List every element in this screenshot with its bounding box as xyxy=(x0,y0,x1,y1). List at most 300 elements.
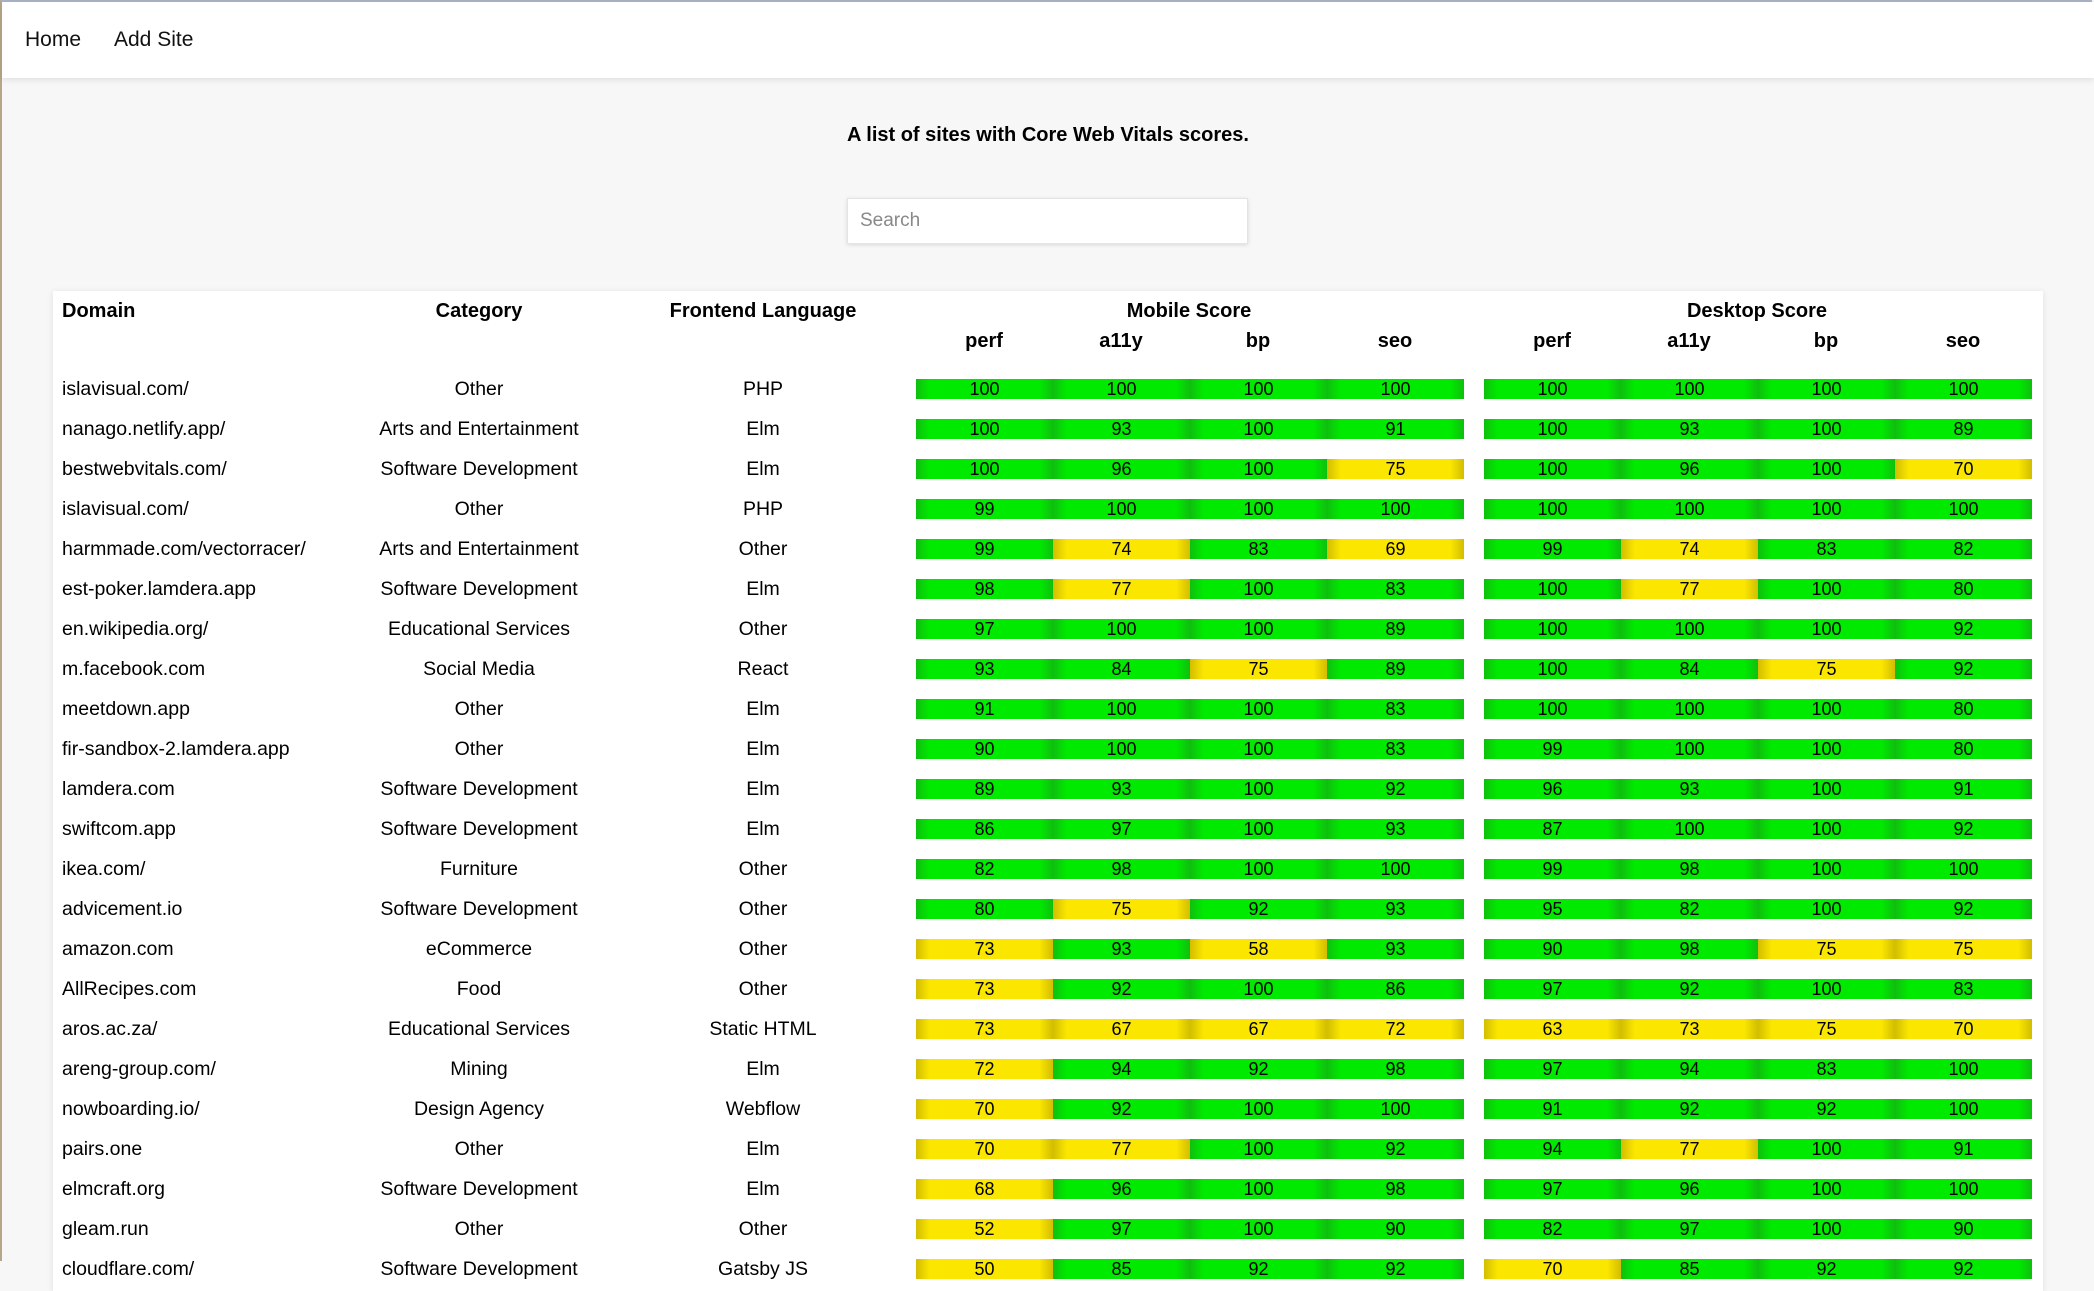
frontend-language-cell: Webflow xyxy=(725,1098,801,1120)
mobile-score-bars xyxy=(916,779,1464,799)
column-header-desktop-score: Desktop Score xyxy=(1686,300,1828,322)
desktop-subheader-bp: bp xyxy=(1813,330,1839,352)
mobile-score-bars xyxy=(916,979,1464,999)
mobile-bp-score: 75 xyxy=(1190,659,1327,679)
mobile-seo-score: 83 xyxy=(1327,739,1464,759)
table-row[interactable] xyxy=(53,529,2043,569)
desktop-score-bars xyxy=(1484,1019,2032,1039)
desktop-a11y-score: 98 xyxy=(1621,859,1758,879)
frontend-language-cell: Other xyxy=(738,538,788,560)
table-row[interactable] xyxy=(53,1249,2043,1289)
desktop-bp-score: 100 xyxy=(1758,779,1895,799)
mobile-score-bars xyxy=(916,1019,1464,1039)
mobile-bp-score: 100 xyxy=(1190,1099,1327,1119)
desktop-seo-score: 70 xyxy=(1895,1019,2032,1039)
desktop-bp-score: 75 xyxy=(1758,1019,1895,1039)
mobile-seo-score: 86 xyxy=(1327,979,1464,999)
domain-cell: en.wikipedia.org/ xyxy=(62,618,209,640)
mobile-score-bars xyxy=(916,1259,1464,1279)
category-cell: Other xyxy=(454,738,504,760)
mobile-a11y-score: 77 xyxy=(1053,579,1190,599)
table-row[interactable] xyxy=(53,889,2043,929)
desktop-bp-score: 100 xyxy=(1758,459,1895,479)
domain-cell: ikea.com/ xyxy=(62,858,146,880)
mobile-a11y-score: 93 xyxy=(1053,419,1190,439)
mobile-perf-score: 52 xyxy=(916,1219,1053,1239)
mobile-a11y-score: 92 xyxy=(1053,1099,1190,1119)
scores-table xyxy=(53,291,2043,1291)
mobile-seo-score: 90 xyxy=(1327,1219,1464,1239)
desktop-perf-score: 99 xyxy=(1484,859,1621,879)
desktop-seo-score: 83 xyxy=(1895,979,2032,999)
category-cell: Software Development xyxy=(380,898,578,920)
category-cell: Furniture xyxy=(439,858,519,880)
desktop-a11y-score: 96 xyxy=(1621,459,1758,479)
mobile-seo-score: 93 xyxy=(1327,819,1464,839)
desktop-score-bars xyxy=(1484,1259,2032,1279)
desktop-perf-score: 100 xyxy=(1484,619,1621,639)
mobile-perf-score: 50 xyxy=(916,1259,1053,1279)
mobile-score-bars xyxy=(916,739,1464,759)
desktop-score-bars xyxy=(1484,579,2032,599)
desktop-seo-score: 100 xyxy=(1895,1179,2032,1199)
mobile-bp-score: 100 xyxy=(1190,1179,1327,1199)
mobile-perf-score: 100 xyxy=(916,459,1053,479)
desktop-score-bars xyxy=(1484,979,2032,999)
mobile-score-bars xyxy=(916,1139,1464,1159)
desktop-seo-score: 80 xyxy=(1895,739,2032,759)
mobile-seo-score: 100 xyxy=(1327,379,1464,399)
desktop-seo-score: 70 xyxy=(1895,459,2032,479)
category-cell: Food xyxy=(456,978,502,1000)
category-cell: Other xyxy=(454,698,504,720)
mobile-seo-score: 92 xyxy=(1327,1139,1464,1159)
search-input[interactable] xyxy=(847,198,1248,244)
frontend-language-cell: Elm xyxy=(746,818,780,840)
mobile-score-bars xyxy=(916,1179,1464,1199)
mobile-bp-score: 100 xyxy=(1190,739,1327,759)
frontend-language-cell: Other xyxy=(738,858,788,880)
mobile-perf-score: 72 xyxy=(916,1059,1053,1079)
desktop-a11y-score: 96 xyxy=(1621,1179,1758,1199)
table-row[interactable] xyxy=(53,609,2043,649)
desktop-bp-score: 83 xyxy=(1758,1059,1895,1079)
mobile-seo-score: 89 xyxy=(1327,619,1464,639)
domain-cell: bestwebvitals.com/ xyxy=(62,458,227,480)
desktop-a11y-score: 93 xyxy=(1621,779,1758,799)
mobile-bp-score: 100 xyxy=(1190,419,1327,439)
desktop-seo-score: 91 xyxy=(1895,1139,2032,1159)
frontend-language-cell: Elm xyxy=(746,698,780,720)
frontend-language-cell: PHP xyxy=(742,378,784,400)
desktop-score-bars xyxy=(1484,1179,2032,1199)
mobile-bp-score: 100 xyxy=(1190,619,1327,639)
table-row[interactable] xyxy=(53,969,2043,1009)
mobile-score-bars xyxy=(916,1219,1464,1239)
nav-home-link[interactable]: Home xyxy=(25,28,82,51)
mobile-score-bars xyxy=(916,939,1464,959)
mobile-score-bars xyxy=(916,499,1464,519)
desktop-perf-score: 99 xyxy=(1484,539,1621,559)
table-row[interactable] xyxy=(53,1169,2043,1209)
mobile-seo-score: 100 xyxy=(1327,499,1464,519)
mobile-seo-score: 75 xyxy=(1327,459,1464,479)
desktop-a11y-score: 98 xyxy=(1621,939,1758,959)
mobile-perf-score: 70 xyxy=(916,1139,1053,1159)
mobile-score-bars xyxy=(916,539,1464,559)
desktop-bp-score: 100 xyxy=(1758,579,1895,599)
category-cell: Software Development xyxy=(380,578,578,600)
frontend-language-cell: Elm xyxy=(746,578,780,600)
desktop-a11y-score: 77 xyxy=(1621,1139,1758,1159)
desktop-a11y-score: 74 xyxy=(1621,539,1758,559)
desktop-seo-score: 82 xyxy=(1895,539,2032,559)
mobile-seo-score: 92 xyxy=(1327,779,1464,799)
desktop-perf-score: 97 xyxy=(1484,1179,1621,1199)
mobile-a11y-score: 100 xyxy=(1053,739,1190,759)
mobile-score-bars xyxy=(916,579,1464,599)
mobile-perf-score: 73 xyxy=(916,979,1053,999)
desktop-perf-score: 97 xyxy=(1484,1059,1621,1079)
desktop-bp-score: 83 xyxy=(1758,539,1895,559)
mobile-a11y-score: 98 xyxy=(1053,859,1190,879)
mobile-score-bars xyxy=(916,1099,1464,1119)
domain-cell: fir-sandbox-2.lamdera.app xyxy=(62,738,290,760)
desktop-a11y-score: 100 xyxy=(1621,819,1758,839)
desktop-seo-score: 100 xyxy=(1895,859,2032,879)
mobile-subheader-bp: bp xyxy=(1245,330,1271,352)
desktop-bp-score: 100 xyxy=(1758,379,1895,399)
mobile-seo-score: 93 xyxy=(1327,899,1464,919)
desktop-bp-score: 100 xyxy=(1758,1179,1895,1199)
desktop-perf-score: 87 xyxy=(1484,819,1621,839)
mobile-seo-score: 100 xyxy=(1327,859,1464,879)
domain-cell: lamdera.com xyxy=(62,778,175,800)
mobile-bp-score: 92 xyxy=(1190,1259,1327,1279)
desktop-perf-score: 100 xyxy=(1484,699,1621,719)
mobile-seo-score: 83 xyxy=(1327,579,1464,599)
desktop-seo-score: 90 xyxy=(1895,1219,2032,1239)
desktop-seo-score: 92 xyxy=(1895,819,2032,839)
frontend-language-cell: Elm xyxy=(746,738,780,760)
mobile-a11y-score: 75 xyxy=(1053,899,1190,919)
frontend-language-cell: Elm xyxy=(746,418,780,440)
desktop-subheader-seo: seo xyxy=(1945,330,1981,352)
desktop-subheader-perf: perf xyxy=(1533,330,1571,352)
mobile-a11y-score: 84 xyxy=(1053,659,1190,679)
mobile-perf-score: 93 xyxy=(916,659,1053,679)
table-row[interactable] xyxy=(53,449,2043,489)
mobile-perf-score: 99 xyxy=(916,539,1053,559)
mobile-a11y-score: 97 xyxy=(1053,819,1190,839)
desktop-a11y-score: 100 xyxy=(1621,499,1758,519)
category-cell: Software Development xyxy=(380,778,578,800)
frontend-language-cell: Other xyxy=(738,1218,788,1240)
mobile-score-bars xyxy=(916,699,1464,719)
mobile-perf-score: 68 xyxy=(916,1179,1053,1199)
domain-cell: nanago.netlify.app/ xyxy=(62,418,226,440)
table-row[interactable] xyxy=(53,689,2043,729)
table-row[interactable] xyxy=(53,489,2043,529)
desktop-score-bars xyxy=(1484,1219,2032,1239)
desktop-seo-score: 92 xyxy=(1895,899,2032,919)
desktop-score-bars xyxy=(1484,419,2032,439)
desktop-seo-score: 92 xyxy=(1895,619,2032,639)
desktop-seo-score: 80 xyxy=(1895,699,2032,719)
desktop-bp-score: 100 xyxy=(1758,819,1895,839)
mobile-perf-score: 98 xyxy=(916,579,1053,599)
mobile-bp-score: 92 xyxy=(1190,899,1327,919)
table-row[interactable] xyxy=(53,929,2043,969)
desktop-bp-score: 100 xyxy=(1758,499,1895,519)
mobile-perf-score: 91 xyxy=(916,699,1053,719)
mobile-score-bars xyxy=(916,419,1464,439)
desktop-bp-score: 100 xyxy=(1758,699,1895,719)
category-cell: Other xyxy=(454,378,504,400)
desktop-score-bars xyxy=(1484,659,2032,679)
frontend-language-cell: Other xyxy=(738,898,788,920)
desktop-score-bars xyxy=(1484,699,2032,719)
category-cell: Educational Services xyxy=(387,618,571,640)
desktop-a11y-score: 94 xyxy=(1621,1059,1758,1079)
domain-cell: aros.ac.za/ xyxy=(62,1018,158,1040)
mobile-score-bars xyxy=(916,819,1464,839)
desktop-seo-score: 92 xyxy=(1895,1259,2032,1279)
frontend-language-cell: Other xyxy=(738,938,788,960)
domain-cell: elmcraft.org xyxy=(62,1178,165,1200)
mobile-a11y-score: 100 xyxy=(1053,619,1190,639)
desktop-a11y-score: 100 xyxy=(1621,619,1758,639)
mobile-a11y-score: 100 xyxy=(1053,379,1190,399)
desktop-score-bars xyxy=(1484,539,2032,559)
domain-cell: amazon.com xyxy=(62,938,174,960)
frontend-language-cell: Other xyxy=(738,618,788,640)
mobile-perf-score: 82 xyxy=(916,859,1053,879)
category-cell: Mining xyxy=(450,1058,508,1080)
mobile-a11y-score: 97 xyxy=(1053,1219,1190,1239)
table-row[interactable] xyxy=(53,409,2043,449)
desktop-bp-score: 75 xyxy=(1758,939,1895,959)
desktop-perf-score: 100 xyxy=(1484,499,1621,519)
column-header-mobile-score: Mobile Score xyxy=(1126,300,1252,322)
mobile-perf-score: 70 xyxy=(916,1099,1053,1119)
mobile-perf-score: 97 xyxy=(916,619,1053,639)
mobile-a11y-score: 100 xyxy=(1053,699,1190,719)
desktop-bp-score: 100 xyxy=(1758,1139,1895,1159)
desktop-score-bars xyxy=(1484,1099,2032,1119)
desktop-perf-score: 100 xyxy=(1484,459,1621,479)
mobile-seo-score: 98 xyxy=(1327,1059,1464,1079)
frontend-language-cell: Elm xyxy=(746,778,780,800)
mobile-a11y-score: 96 xyxy=(1053,459,1190,479)
desktop-a11y-score: 93 xyxy=(1621,419,1758,439)
desktop-a11y-score: 84 xyxy=(1621,659,1758,679)
mobile-seo-score: 92 xyxy=(1327,1259,1464,1279)
page-heading: A list of sites with Core Web Vitals scores. xyxy=(847,124,1249,146)
desktop-score-bars xyxy=(1484,779,2032,799)
mobile-a11y-score: 92 xyxy=(1053,979,1190,999)
desktop-seo-score: 91 xyxy=(1895,779,2032,799)
mobile-seo-score: 72 xyxy=(1327,1019,1464,1039)
mobile-perf-score: 100 xyxy=(916,419,1053,439)
desktop-perf-score: 100 xyxy=(1484,579,1621,599)
domain-cell: cloudflare.com/ xyxy=(62,1258,195,1280)
table-row[interactable] xyxy=(53,1129,2043,1169)
mobile-perf-score: 90 xyxy=(916,739,1053,759)
desktop-perf-score: 97 xyxy=(1484,979,1621,999)
mobile-a11y-score: 93 xyxy=(1053,779,1190,799)
table-row[interactable] xyxy=(53,649,2043,689)
mobile-bp-score: 100 xyxy=(1190,699,1327,719)
desktop-perf-score: 100 xyxy=(1484,659,1621,679)
mobile-perf-score: 80 xyxy=(916,899,1053,919)
category-cell: Software Development xyxy=(380,1258,578,1280)
desktop-seo-score: 100 xyxy=(1895,1099,2032,1119)
mobile-seo-score: 93 xyxy=(1327,939,1464,959)
desktop-a11y-score: 92 xyxy=(1621,1099,1758,1119)
table-row[interactable] xyxy=(53,729,2043,769)
mobile-perf-score: 100 xyxy=(916,379,1053,399)
mobile-bp-score: 100 xyxy=(1190,859,1327,879)
top-navbar xyxy=(2,2,2094,78)
category-cell: Software Development xyxy=(380,1178,578,1200)
table-row[interactable] xyxy=(53,569,2043,609)
category-cell: Social Media xyxy=(423,658,535,680)
mobile-perf-score: 73 xyxy=(916,1019,1053,1039)
table-row[interactable] xyxy=(53,1209,2043,1249)
mobile-seo-score: 98 xyxy=(1327,1179,1464,1199)
mobile-perf-score: 73 xyxy=(916,939,1053,959)
category-cell: Other xyxy=(454,1218,504,1240)
mobile-a11y-score: 96 xyxy=(1053,1179,1190,1199)
frontend-language-cell: Elm xyxy=(746,1138,780,1160)
mobile-score-bars xyxy=(916,619,1464,639)
frontend-language-cell: Elm xyxy=(746,458,780,480)
category-cell: Other xyxy=(454,498,504,520)
category-cell: Educational Services xyxy=(387,1018,571,1040)
desktop-score-bars xyxy=(1484,819,2032,839)
desktop-a11y-score: 82 xyxy=(1621,899,1758,919)
mobile-score-bars xyxy=(916,379,1464,399)
desktop-perf-score: 100 xyxy=(1484,419,1621,439)
category-cell: Design Agency xyxy=(413,1098,545,1120)
desktop-perf-score: 70 xyxy=(1484,1259,1621,1279)
mobile-bp-score: 92 xyxy=(1190,1059,1327,1079)
domain-cell: advicement.io xyxy=(62,898,183,920)
table-row[interactable] xyxy=(53,1009,2043,1049)
desktop-seo-score: 100 xyxy=(1895,499,2032,519)
domain-cell: pairs.one xyxy=(62,1138,143,1160)
mobile-score-bars xyxy=(916,859,1464,879)
desktop-a11y-score: 73 xyxy=(1621,1019,1758,1039)
desktop-score-bars xyxy=(1484,859,2032,879)
mobile-bp-score: 83 xyxy=(1190,539,1327,559)
desktop-score-bars xyxy=(1484,499,2032,519)
mobile-a11y-score: 85 xyxy=(1053,1259,1190,1279)
frontend-language-cell: PHP xyxy=(742,498,784,520)
category-cell: Arts and Entertainment xyxy=(379,538,579,560)
mobile-perf-score: 86 xyxy=(916,819,1053,839)
desktop-a11y-score: 77 xyxy=(1621,579,1758,599)
desktop-bp-score: 100 xyxy=(1758,859,1895,879)
desktop-perf-score: 96 xyxy=(1484,779,1621,799)
table-row[interactable] xyxy=(53,1089,2043,1129)
nav-add-site-link[interactable]: Add Site xyxy=(114,28,194,51)
frontend-language-cell: Other xyxy=(738,978,788,1000)
desktop-a11y-score: 100 xyxy=(1621,699,1758,719)
domain-cell: m.facebook.com xyxy=(62,658,206,680)
mobile-a11y-score: 93 xyxy=(1053,939,1190,959)
mobile-bp-score: 100 xyxy=(1190,819,1327,839)
mobile-perf-score: 89 xyxy=(916,779,1053,799)
mobile-seo-score: 89 xyxy=(1327,659,1464,679)
table-row[interactable] xyxy=(53,769,2043,809)
mobile-a11y-score: 74 xyxy=(1053,539,1190,559)
mobile-bp-score: 100 xyxy=(1190,379,1327,399)
table-row[interactable] xyxy=(53,809,2043,849)
desktop-a11y-score: 92 xyxy=(1621,979,1758,999)
mobile-score-bars xyxy=(916,659,1464,679)
mobile-bp-score: 67 xyxy=(1190,1019,1327,1039)
mobile-perf-score: 99 xyxy=(916,499,1053,519)
desktop-bp-score: 92 xyxy=(1758,1259,1895,1279)
category-cell: Other xyxy=(454,1138,504,1160)
domain-cell: gleam.run xyxy=(62,1218,149,1240)
desktop-a11y-score: 97 xyxy=(1621,1219,1758,1239)
mobile-bp-score: 100 xyxy=(1190,1139,1327,1159)
desktop-perf-score: 91 xyxy=(1484,1099,1621,1119)
category-cell: Software Development xyxy=(380,458,578,480)
desktop-score-bars xyxy=(1484,619,2032,639)
mobile-a11y-score: 94 xyxy=(1053,1059,1190,1079)
desktop-seo-score: 89 xyxy=(1895,419,2032,439)
mobile-bp-score: 100 xyxy=(1190,579,1327,599)
desktop-bp-score: 100 xyxy=(1758,739,1895,759)
desktop-seo-score: 100 xyxy=(1895,379,2032,399)
table-row[interactable] xyxy=(53,369,2043,409)
frontend-language-cell: Elm xyxy=(746,1058,780,1080)
desktop-subheader-a11y: a11y xyxy=(1667,330,1711,352)
table-row[interactable] xyxy=(53,849,2043,889)
desktop-seo-score: 80 xyxy=(1895,579,2032,599)
mobile-a11y-score: 67 xyxy=(1053,1019,1190,1039)
domain-cell: harmmade.com/vectorracer/ xyxy=(62,538,306,560)
frontend-language-cell: React xyxy=(737,658,789,680)
domain-cell: meetdown.app xyxy=(62,698,190,720)
desktop-perf-score: 90 xyxy=(1484,939,1621,959)
column-header-frontend-language: Frontend Language xyxy=(669,300,857,322)
desktop-a11y-score: 85 xyxy=(1621,1259,1758,1279)
mobile-bp-score: 100 xyxy=(1190,1219,1327,1239)
domain-cell: areng-group.com/ xyxy=(62,1058,216,1080)
domain-cell: swiftcom.app xyxy=(62,818,176,840)
desktop-score-bars xyxy=(1484,1059,2032,1079)
domain-cell: est-poker.lamdera.app xyxy=(62,578,257,600)
mobile-subheader-a11y: a11y xyxy=(1099,330,1143,352)
frontend-language-cell: Gatsby JS xyxy=(718,1258,808,1280)
desktop-score-bars xyxy=(1484,899,2032,919)
desktop-a11y-score: 100 xyxy=(1621,379,1758,399)
desktop-bp-score: 100 xyxy=(1758,979,1895,999)
category-cell: eCommerce xyxy=(425,938,533,960)
desktop-bp-score: 100 xyxy=(1758,1219,1895,1239)
mobile-a11y-score: 100 xyxy=(1053,499,1190,519)
desktop-score-bars xyxy=(1484,1139,2032,1159)
domain-cell: islavisual.com/ xyxy=(62,498,189,520)
mobile-seo-score: 100 xyxy=(1327,1099,1464,1119)
desktop-bp-score: 100 xyxy=(1758,899,1895,919)
table-row[interactable] xyxy=(53,1049,2043,1089)
